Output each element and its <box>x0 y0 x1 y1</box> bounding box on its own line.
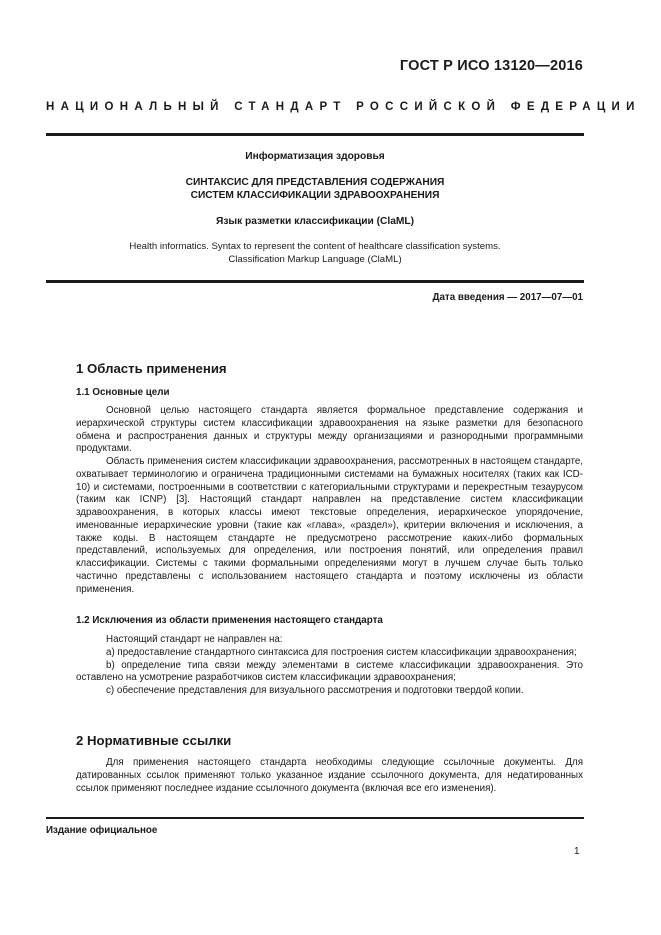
english-title-line-1: Health informatics. Syntax to represent the content of healthcare classification systems. <box>129 241 501 252</box>
title-divider <box>46 280 584 283</box>
document-subtitle: Язык разметки классификации (ClaML) <box>216 216 414 227</box>
section-1-1-body <box>76 405 583 596</box>
exclusion-item-b: b) определение типа связи между элементами в системе классификации здравоохранения. Это оставлено на усмотрение разработчиков систем классификации здравоохранения; <box>76 659 583 684</box>
section-1-1-heading: 1.1 Основные цели <box>76 387 170 398</box>
section-2-body <box>76 757 583 795</box>
section-1-1-paragraph-2: Область применения систем классификации здравоохранения, рассмотренных в настоящем стандарте, охватывает терминологию и ограничена традиционными системами на бумажных носителях (таких как ICD-10) и системами, построенными в соответствии с категориальными структурами и перекрестным тезаурусом (таким как ICNP) [3]. Настоящий стандарт направлен на представление систем классификации здравоохранения, в которых классы имеют текстовые определения, иерархическое упорядочение, именованные иерархические уровни (такие как «глава», «раздел»), критерии включения и исключения, а также коды. В настоящем стандарте не предусмотрено рассмотрение каких-либо формальных представлений, используемых для определения, или построения понятий, или определения правил классификации. Системы с такими формальными определениями могут в лучшем случае быть только частично представлены с использованием настоящего стандарта и поэтому исключены из области применения. <box>76 456 583 595</box>
section-1-1-paragraph-1: Основной целью настоящего стандарта является формальное представление содержания и иерархической структуры систем классификации здравоохранения на языке разметки для безопасного обмена и распространения данных и структуры между организациями и разнородными программными продуктами. <box>76 405 583 455</box>
exclusion-item-a: а) предоставление стандартного синтаксиса для построения систем классификации здравоохранения; <box>106 646 577 658</box>
footer-divider <box>46 817 584 819</box>
section-1-2-heading: 1.2 Исключения из области применения настоящего стандарта <box>76 615 383 626</box>
series-title: Информатизация здоровья <box>245 151 385 162</box>
document-title-line-2: СИСТЕМ КЛАССИФИКАЦИИ ЗДРАВООХРАНЕНИЯ <box>190 190 440 201</box>
section-1-2-body <box>76 634 583 698</box>
section-1-2-lead: Настоящий стандарт не направлен на: <box>106 634 283 645</box>
section-2-heading: 2 Нормативные ссылки <box>76 733 232 748</box>
section-1-heading: 1 Область применения <box>76 361 227 376</box>
document-title-line-1: СИНТАКСИС ДЛЯ ПРЕДСТАВЛЕНИЯ СОДЕРЖАНИЯ <box>185 177 445 188</box>
introduction-date: Дата введения — 2017—07—01 <box>432 292 583 303</box>
header-divider <box>46 133 584 136</box>
national-standard-banner: НАЦИОНАЛЬНЫЙ СТАНДАРТ РОССИЙСКОЙ ФЕДЕРАЦИИ <box>46 101 641 113</box>
page-number: 1 <box>574 846 580 857</box>
official-edition-label: Издание официальное <box>46 825 158 836</box>
section-2-paragraph-1: Для применения настоящего стандарта необходимы следующие ссылочные документы. Для датированных ссылок применяют только указанное издание ссылочного документа, для недатированных ссылок применяют последнее издание ссылочного документа (включая все его изменения). <box>76 757 583 794</box>
english-title-line-2: Classification Markup Language (ClaML) <box>228 254 402 265</box>
exclusion-item-c: с) обеспечение представления для визуального рассмотрения и подготовки твердой копии. <box>106 685 524 696</box>
document-number: ГОСТ Р ИСО 13120—2016 <box>399 58 583 74</box>
